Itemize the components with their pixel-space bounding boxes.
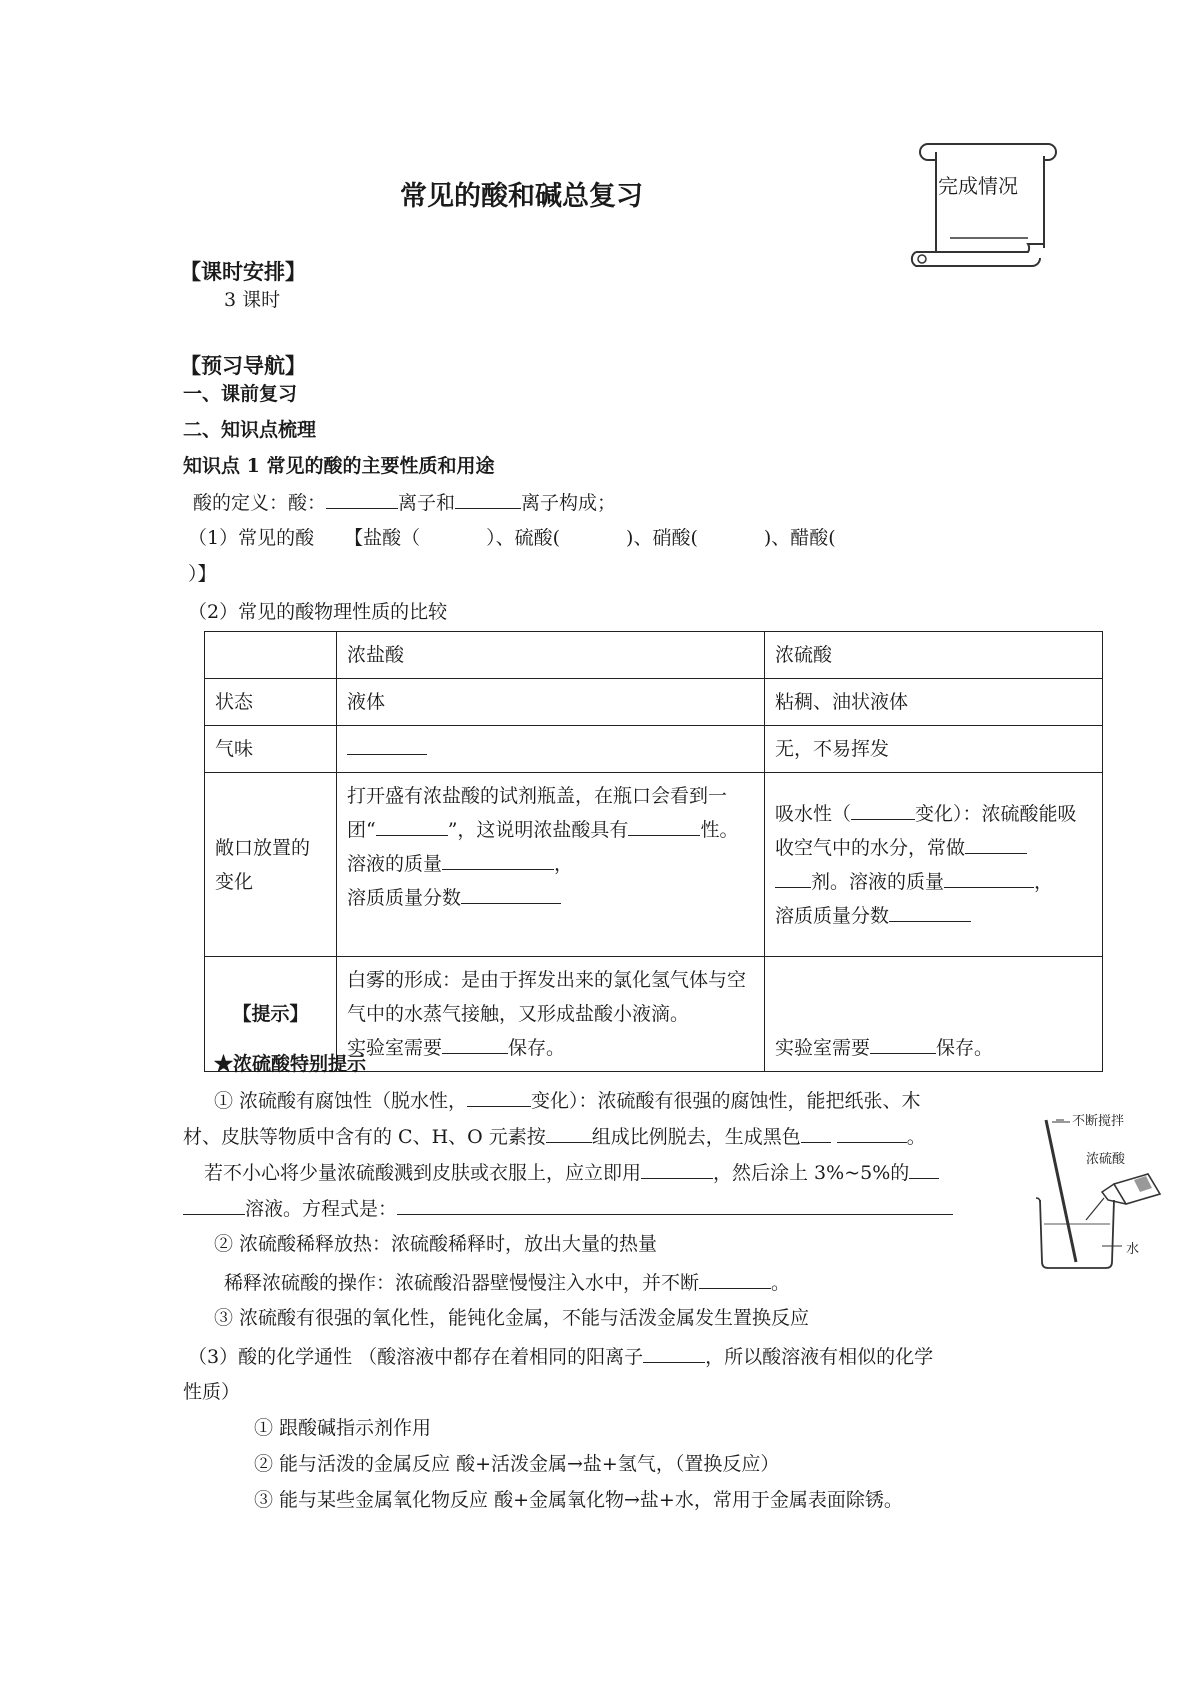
h2so4-open-text-3: 剂。溶液的质量 — [811, 870, 945, 893]
sulfuric-p7: ③ 浓硫酸有很强的氧化性，能钝化金属，不能与活泼金属发生置换反应 — [214, 1307, 810, 1329]
sulfuric-p2-a: 材、皮肤等物质中含有的 C、H、O 元素按 — [183, 1126, 546, 1148]
common-acids-close: ）】 — [188, 563, 217, 585]
row-label-open: 敞口放置的变化 — [205, 773, 337, 957]
blank — [909, 1160, 939, 1179]
general-p2: 性质） — [183, 1381, 241, 1403]
blank — [347, 736, 427, 755]
h2so4-mass-fraction: 溶质质量分数 — [775, 904, 890, 927]
dilution-figure — [1030, 1112, 1180, 1272]
row-label-state: 状态 — [205, 679, 337, 726]
acid-acetic: )、醋酸( — [763, 527, 836, 549]
preview-heading: 【预习导航】 — [180, 353, 306, 378]
general-p1 — [188, 1344, 933, 1369]
table-header-hcl: 浓盐酸 — [337, 632, 765, 679]
sulfuric-p4-a: 溶液。方程式是： — [245, 1198, 398, 1220]
hcl-tip-text: 白雾的形成：是由于挥发出来的氯化氢气体与空气中的水蒸气接触，又形成盐酸小液滴。 — [347, 969, 747, 1025]
blank — [801, 1124, 831, 1143]
figure-label-water: 水 — [1126, 1242, 1140, 1257]
blank — [699, 1270, 771, 1289]
general-item-1: ① 跟酸碱指示剂作用 — [254, 1417, 432, 1439]
table-cell — [205, 632, 337, 679]
blank — [326, 490, 398, 509]
hcl-open-text-1: 打开盛有浓盐酸的试剂瓶盖，在瓶口会看到一团“ — [347, 785, 728, 841]
section-knowledge: 二、知识点梳理 — [183, 419, 317, 441]
equation-blank — [397, 1196, 953, 1215]
lesson-heading: 【课时安排】 — [180, 259, 306, 284]
acid-hcl: 【盐酸（ — [344, 527, 421, 549]
sulfuric-p1 — [214, 1088, 921, 1113]
sulfuric-p2-c: 。 — [906, 1126, 926, 1148]
blank — [455, 490, 521, 509]
blank — [641, 1160, 713, 1179]
blank — [851, 801, 915, 820]
completion-scroll-badge — [908, 136, 1058, 268]
general-item-2: ② 能与活泼的金属反应 酸+活泼金属→盐+氢气，（置换反应） — [254, 1453, 780, 1475]
blank — [775, 869, 811, 888]
sulfuric-p5: ② 浓硫酸稀释放热：浓硫酸稀释时，放出大量的热量 — [214, 1233, 658, 1255]
row-label-smell: 气味 — [205, 726, 337, 773]
blank — [965, 835, 1027, 854]
stirring-rod-icon — [1046, 1120, 1076, 1262]
sulfuric-p3-b: ，然后涂上 3%~5%的 — [713, 1162, 910, 1184]
hcl-solution-mass: 溶液的质量 — [347, 853, 443, 875]
table-row — [205, 726, 1103, 773]
general-p1-a: （3）酸的化学通性 （酸溶液中都存在着相同的阳离子 — [188, 1346, 644, 1368]
definition-mid: 离子和 — [398, 492, 456, 514]
hcl-open-text-3: 性。 — [700, 819, 739, 841]
table-row — [205, 773, 1103, 957]
blank — [376, 817, 448, 836]
table-row — [205, 679, 1103, 726]
acid-properties-table — [204, 631, 1103, 1072]
sulfuric-p3-a: 若不小心将少量浓硫酸溅到皮肤或衣服上，应立即用 — [204, 1162, 642, 1184]
h2so4-storage-text: 实验室需要 — [775, 1037, 871, 1059]
blank — [870, 1035, 936, 1054]
row-label-tip: 【提示】 — [205, 957, 337, 1072]
sulfuric-p6-a: 稀释浓硫酸的操作：浓硫酸沿器壁慢慢注入水中，并不断 — [224, 1272, 700, 1294]
sulfuric-p2 — [183, 1124, 926, 1149]
acid-h2so4: ）、硫酸( — [486, 527, 561, 549]
definition-prefix: 酸的定义：酸： — [193, 492, 327, 514]
blank — [183, 1196, 245, 1215]
h2so4-open-text-4: ， — [1034, 870, 1054, 893]
h2so4-open-text-2: 变化）：浓硫酸能吸收空气中的水分，常做 — [775, 802, 1077, 859]
beaker-icon — [1040, 1200, 1114, 1268]
h2so4-open-change — [765, 773, 1103, 957]
sulfuric-p3 — [204, 1160, 939, 1185]
lesson-hours: 3 课时 — [224, 289, 281, 311]
blank — [546, 1124, 592, 1143]
general-item-3: ③ 能与某些金属氧化物反应 酸+金属氧化物→盐+水，常用于金属表面除锈。 — [254, 1489, 903, 1511]
common-acids-label: （1）常见的酸 — [188, 527, 315, 549]
sulfuric-p6-b: 。 — [771, 1272, 791, 1294]
h2so4-state: 粘稠、油状液体 — [765, 679, 1103, 726]
blank — [442, 851, 554, 870]
hcl-solution-mass-end: ， — [554, 853, 574, 875]
hcl-mass-fraction: 溶质质量分数 — [347, 887, 462, 909]
acid-bottle-icon — [1086, 1174, 1160, 1220]
h2so4-open-text-1: 吸水性（ — [775, 802, 852, 825]
section-review: 一、课前复习 — [183, 383, 298, 405]
hcl-smell — [337, 726, 765, 773]
sulfuric-p2-b: 组成比例脱去，生成黑色 — [591, 1126, 801, 1148]
sulfuric-p4 — [183, 1196, 953, 1221]
table-header-h2so4: 浓硫酸 — [765, 632, 1103, 679]
common-acids-line — [188, 526, 836, 550]
general-p1-b: ，所以酸溶液有相似的化学 — [705, 1346, 934, 1368]
hcl-tip — [337, 957, 765, 1072]
sulfuric-heading: ★浓硫酸特别提示 — [214, 1053, 367, 1075]
compare-caption: （2）常见的酸物理性质的比较 — [188, 601, 448, 623]
knowledge-point-1-title: 知识点 1 常见的酸的主要性质和用途 — [183, 455, 495, 477]
blank — [643, 1344, 705, 1363]
h2so4-tip — [765, 957, 1103, 1072]
blank — [628, 817, 700, 836]
figure-label-stir: 不断搅拌 — [1072, 1114, 1125, 1129]
acid-definition — [193, 490, 616, 515]
hcl-open-text-2: ”，这说明浓盐酸具有 — [447, 819, 629, 841]
hcl-open-change — [337, 773, 765, 957]
h2so4-smell: 无，不易挥发 — [765, 726, 1103, 773]
blank — [461, 885, 561, 904]
hcl-storage-text: 实验室需要 — [347, 1037, 443, 1059]
blank — [467, 1088, 531, 1107]
blank — [889, 903, 971, 922]
completion-label: 完成情况 — [938, 174, 1018, 198]
acid-hno3: )、硝酸( — [626, 527, 698, 549]
page-title: 常见的酸和碱总复习 — [400, 181, 643, 212]
blank — [837, 1124, 907, 1143]
table-row — [205, 632, 1103, 679]
figure-label-acid: 浓硫酸 — [1086, 1152, 1126, 1167]
hcl-storage-end: 保存。 — [508, 1037, 566, 1059]
definition-suffix: 离子构成； — [521, 492, 617, 514]
blank — [442, 1035, 508, 1054]
sulfuric-p1-b: 变化）：浓硫酸有很强的腐蚀性，能把纸张、木 — [531, 1090, 921, 1112]
sulfuric-p1-a: ① 浓硫酸有腐蚀性（脱水性， — [214, 1090, 468, 1112]
scroll-icon — [908, 136, 1058, 268]
h2so4-storage-end: 保存。 — [936, 1037, 994, 1059]
hcl-state: 液体 — [337, 679, 765, 726]
blank — [944, 869, 1034, 888]
sulfuric-p6 — [224, 1270, 790, 1295]
